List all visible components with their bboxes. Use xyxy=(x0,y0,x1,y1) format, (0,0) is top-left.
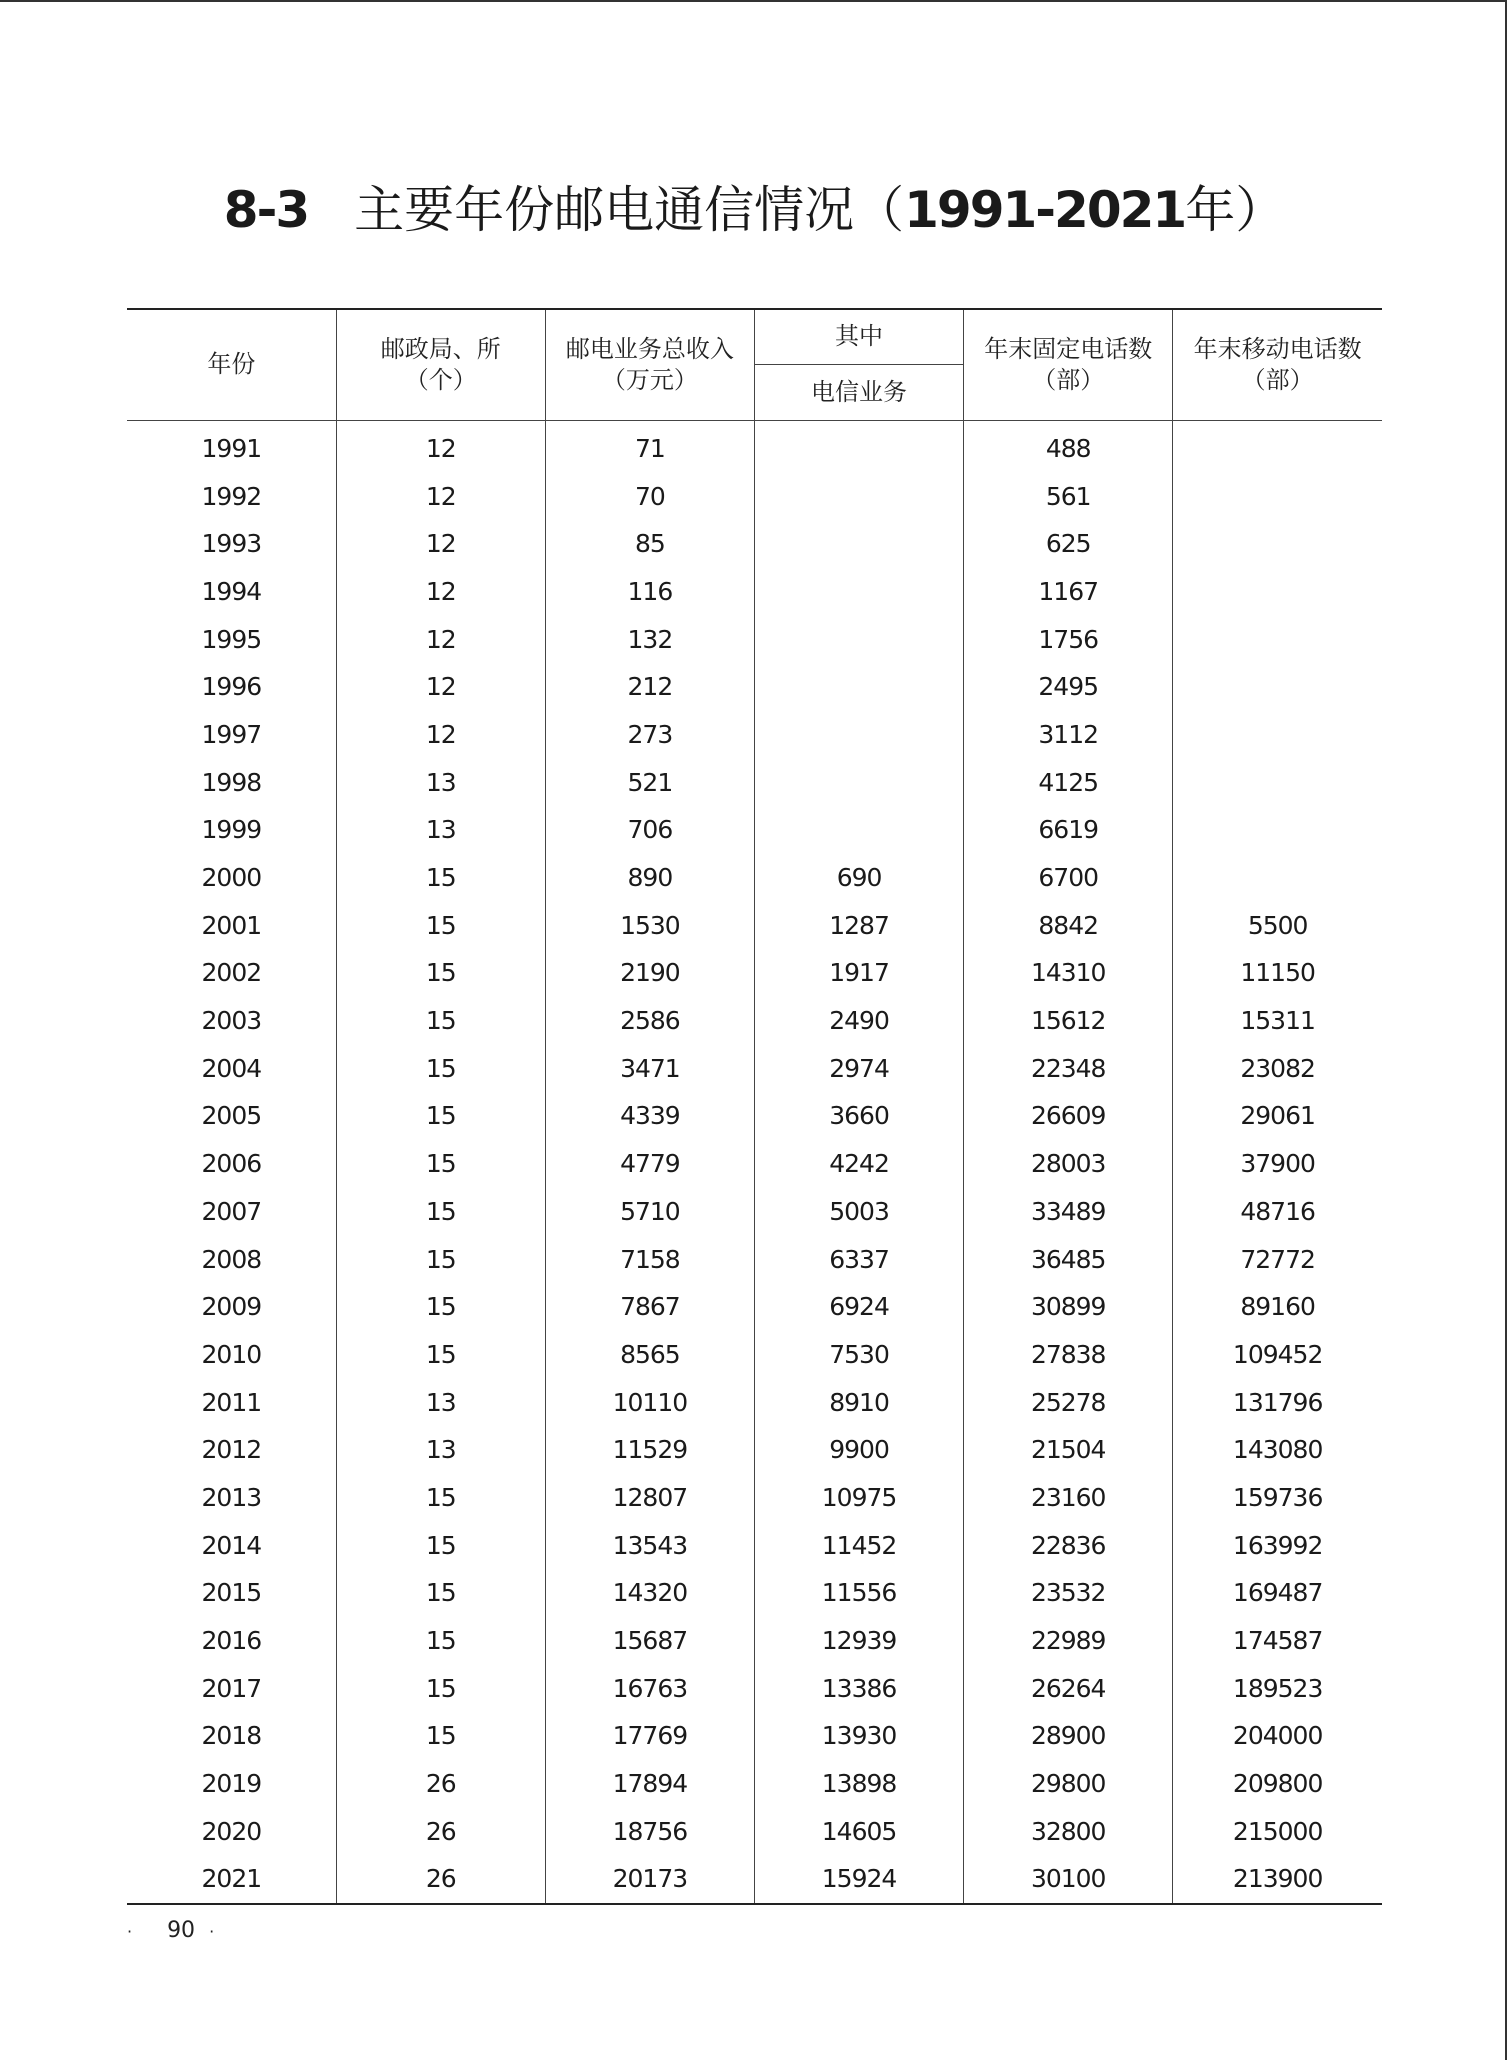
table-row xyxy=(127,1378,1382,1426)
total-revenue-cell: 15687 xyxy=(545,1617,754,1665)
title-years: 1991-2021 xyxy=(904,181,1186,239)
year-cell: 2020 xyxy=(127,1807,336,1855)
mobile-phones-cell: 15311 xyxy=(1240,1006,1315,1036)
total-revenue-cell: 14320 xyxy=(545,1569,754,1617)
year-cell: 2002 xyxy=(127,949,336,997)
fixed-phones-cell: 22989 xyxy=(964,1617,1173,1665)
post-offices-cell: 12 xyxy=(336,663,545,711)
fixed-phones-cell: 488 xyxy=(964,420,1173,472)
post-offices-cell: 15 xyxy=(336,1617,545,1665)
total-revenue-cell: 706 xyxy=(545,806,754,854)
telecom-cell: 13930 xyxy=(754,1712,963,1760)
telecom-cell: 13898 xyxy=(754,1760,963,1808)
year-cell: 1992 xyxy=(127,472,336,520)
mobile-phones-cell: 109452 xyxy=(1232,1339,1323,1369)
total-revenue-cell: 116 xyxy=(545,568,754,616)
mobile-phones-cell xyxy=(1173,420,1382,472)
post-offices-cell: 15 xyxy=(336,1331,545,1379)
year-cell: 2021 xyxy=(127,1855,336,1904)
year-cell: 2017 xyxy=(127,1664,336,1712)
post-offices-cell: 15 xyxy=(336,1474,545,1522)
mobile-phones-cell: 209800 xyxy=(1232,1769,1323,1799)
table-row xyxy=(127,1521,1382,1569)
telecom-cell: 2974 xyxy=(754,1044,963,1092)
fixed-phones-cell: 22836 xyxy=(964,1521,1173,1569)
telecom-cell: 6924 xyxy=(754,1283,963,1331)
fixed-phones-cell: 33489 xyxy=(964,1188,1173,1236)
telecom-cell: 1287 xyxy=(754,901,963,949)
fixed-phones-cell: 1756 xyxy=(964,615,1173,663)
year-cell: 1994 xyxy=(127,568,336,616)
total-revenue-cell: 11529 xyxy=(545,1426,754,1474)
table-row xyxy=(127,758,1382,806)
fixed-phones-cell: 30899 xyxy=(964,1283,1173,1331)
header-of-which: 其中 xyxy=(754,309,963,364)
table-row xyxy=(127,949,1382,997)
year-cell: 1993 xyxy=(127,520,336,568)
telecom-cell xyxy=(754,663,963,711)
mobile-phones-cell xyxy=(1173,806,1382,854)
telecom-cell: 4242 xyxy=(754,1140,963,1188)
total-revenue-cell: 17894 xyxy=(545,1760,754,1808)
mobile-phones-cell: 215000 xyxy=(1232,1816,1323,1846)
mobile-phones-cell: 213900 xyxy=(1173,1855,1382,1904)
year-cell: 2001 xyxy=(127,901,336,949)
post-offices-cell: 13 xyxy=(336,758,545,806)
telecom-cell xyxy=(754,758,963,806)
mobile-phones-cell: 11150 xyxy=(1240,958,1315,988)
mobile-phones-cell: 131796 xyxy=(1232,1387,1323,1417)
total-revenue-cell: 71 xyxy=(545,420,754,472)
telecom-cell: 6337 xyxy=(754,1235,963,1283)
telecom-cell xyxy=(754,420,963,472)
year-cell: 1999 xyxy=(127,806,336,854)
table-body xyxy=(127,420,1382,1904)
fixed-phones-cell: 27838 xyxy=(964,1331,1173,1379)
fixed-phones-cell: 4125 xyxy=(964,758,1173,806)
post-offices-cell: 13 xyxy=(336,806,545,854)
mobile-phones-cell: 37900 xyxy=(1240,1149,1315,1179)
header-year: 年份 xyxy=(127,309,336,420)
fixed-phones-cell: 2495 xyxy=(964,663,1173,711)
fixed-phones-cell: 32800 xyxy=(964,1807,1173,1855)
table-row xyxy=(127,854,1382,902)
total-revenue-cell: 1530 xyxy=(545,901,754,949)
header-fixed-phones: 年末固定电话数 （部） xyxy=(964,309,1173,420)
table-row xyxy=(127,997,1382,1045)
telecom-cell: 3660 xyxy=(754,1092,963,1140)
post-offices-cell: 15 xyxy=(336,1521,545,1569)
telecom-cell: 15924 xyxy=(754,1855,963,1904)
mobile-phones-cell: 174587 xyxy=(1232,1626,1323,1656)
page-number: · 90 · xyxy=(127,1918,215,1943)
post-offices-cell: 12 xyxy=(336,711,545,759)
year-cell: 2010 xyxy=(127,1331,336,1379)
telecom-cell: 11556 xyxy=(754,1569,963,1617)
total-revenue-cell: 212 xyxy=(545,663,754,711)
table-row xyxy=(127,520,1382,568)
total-revenue-cell: 20173 xyxy=(545,1855,754,1904)
total-revenue-cell: 3471 xyxy=(545,1044,754,1092)
mobile-phones-cell: 29061 xyxy=(1240,1101,1315,1131)
mobile-phones-cell xyxy=(1173,711,1382,759)
telecom-cell: 10975 xyxy=(754,1474,963,1522)
year-cell: 1996 xyxy=(127,663,336,711)
post-offices-cell: 15 xyxy=(336,1664,545,1712)
year-cell: 2018 xyxy=(127,1712,336,1760)
total-revenue-cell: 7867 xyxy=(545,1283,754,1331)
total-revenue-cell: 2190 xyxy=(545,949,754,997)
post-offices-cell: 15 xyxy=(336,1569,545,1617)
header-telecom: 电信业务 xyxy=(754,364,963,420)
post-offices-cell: 15 xyxy=(336,854,545,902)
table-row xyxy=(127,663,1382,711)
total-revenue-cell: 4339 xyxy=(545,1092,754,1140)
year-cell: 2012 xyxy=(127,1426,336,1474)
telecom-cell: 12939 xyxy=(754,1617,963,1665)
year-cell: 2007 xyxy=(127,1188,336,1236)
title-text: 主要年份邮电通信情况（ xyxy=(354,181,905,239)
post-offices-cell: 15 xyxy=(336,1044,545,1092)
total-revenue-cell: 521 xyxy=(545,758,754,806)
telecom-cell: 13386 xyxy=(754,1664,963,1712)
telecom-cell xyxy=(754,711,963,759)
table-row xyxy=(127,420,1382,472)
mobile-phones-cell xyxy=(1173,758,1382,806)
table-row xyxy=(127,1188,1382,1236)
year-cell: 2008 xyxy=(127,1235,336,1283)
fixed-phones-cell: 28003 xyxy=(964,1140,1173,1188)
fixed-phones-cell: 8842 xyxy=(964,901,1173,949)
post-offices-cell: 15 xyxy=(336,997,545,1045)
total-revenue-cell: 4779 xyxy=(545,1140,754,1188)
page-title xyxy=(0,178,1509,242)
post-offices-cell: 15 xyxy=(336,1235,545,1283)
table-row xyxy=(127,1092,1382,1140)
fixed-phones-cell: 14310 xyxy=(964,949,1173,997)
fixed-phones-cell: 15612 xyxy=(964,997,1173,1045)
table-row xyxy=(127,711,1382,759)
post-offices-cell: 26 xyxy=(336,1807,545,1855)
total-revenue-cell: 8565 xyxy=(545,1331,754,1379)
mobile-phones-cell: 23082 xyxy=(1240,1053,1315,1083)
mobile-phones-cell xyxy=(1173,520,1382,568)
fixed-phones-cell: 6700 xyxy=(964,854,1173,902)
table-row xyxy=(127,1140,1382,1188)
table-row xyxy=(127,472,1382,520)
year-cell: 2019 xyxy=(127,1760,336,1808)
fixed-phones-cell: 21504 xyxy=(964,1426,1173,1474)
mobile-phones-cell: 143080 xyxy=(1232,1435,1323,1465)
title-suffix: 年） xyxy=(1185,181,1286,239)
post-offices-cell: 13 xyxy=(336,1378,545,1426)
telecom-cell: 690 xyxy=(754,854,963,902)
fixed-phones-cell: 36485 xyxy=(964,1235,1173,1283)
fixed-phones-cell: 22348 xyxy=(964,1044,1173,1092)
table-row xyxy=(127,1617,1382,1665)
total-revenue-cell: 13543 xyxy=(545,1521,754,1569)
fixed-phones-cell: 25278 xyxy=(964,1378,1173,1426)
year-cell: 1997 xyxy=(127,711,336,759)
table-row xyxy=(127,806,1382,854)
table-number: 8-3 xyxy=(223,181,309,239)
post-offices-cell: 13 xyxy=(336,1426,545,1474)
mobile-phones-cell xyxy=(1173,854,1382,902)
post-offices-cell: 12 xyxy=(336,615,545,663)
total-revenue-cell: 10110 xyxy=(545,1378,754,1426)
post-offices-cell: 26 xyxy=(336,1760,545,1808)
total-revenue-cell: 16763 xyxy=(545,1664,754,1712)
table-row xyxy=(127,1474,1382,1522)
mobile-phones-cell: 89160 xyxy=(1240,1292,1315,1322)
mobile-phones-cell xyxy=(1173,615,1382,663)
fixed-phones-cell: 561 xyxy=(964,472,1173,520)
year-cell: 2009 xyxy=(127,1283,336,1331)
telecom-cell: 8910 xyxy=(754,1378,963,1426)
telecom-cell xyxy=(754,568,963,616)
year-cell: 1991 xyxy=(127,420,336,472)
post-offices-cell: 12 xyxy=(336,472,545,520)
total-revenue-cell: 85 xyxy=(545,520,754,568)
post-offices-cell: 15 xyxy=(336,949,545,997)
post-offices-cell: 12 xyxy=(336,420,545,472)
mobile-phones-cell: 169487 xyxy=(1232,1578,1323,1608)
table-row xyxy=(127,1855,1382,1904)
header-post-offices: 邮政局、所 （个） xyxy=(336,309,545,420)
year-cell: 2014 xyxy=(127,1521,336,1569)
header-mobile-phones: 年末移动电话数 （部） xyxy=(1173,309,1382,420)
table-row xyxy=(127,1235,1382,1283)
year-cell: 2013 xyxy=(127,1474,336,1522)
year-cell: 2016 xyxy=(127,1617,336,1665)
telecom-cell xyxy=(754,615,963,663)
post-offices-cell: 12 xyxy=(336,520,545,568)
total-revenue-cell: 5710 xyxy=(545,1188,754,1236)
fixed-phones-cell: 6619 xyxy=(964,806,1173,854)
total-revenue-cell: 132 xyxy=(545,615,754,663)
fixed-phones-cell: 3112 xyxy=(964,711,1173,759)
fixed-phones-cell: 29800 xyxy=(964,1760,1173,1808)
table-row xyxy=(127,1426,1382,1474)
fixed-phones-cell: 625 xyxy=(964,520,1173,568)
table-row xyxy=(127,568,1382,616)
fixed-phones-cell: 23160 xyxy=(964,1474,1173,1522)
telecom-cell xyxy=(754,472,963,520)
fixed-phones-cell: 1167 xyxy=(964,568,1173,616)
total-revenue-cell: 12807 xyxy=(545,1474,754,1522)
year-cell: 2004 xyxy=(127,1044,336,1092)
telecom-cell: 1917 xyxy=(754,949,963,997)
telecom-cell: 9900 xyxy=(754,1426,963,1474)
header-total-revenue: 邮电业务总收入 （万元） xyxy=(545,309,754,420)
post-offices-cell: 15 xyxy=(336,901,545,949)
total-revenue-cell: 17769 xyxy=(545,1712,754,1760)
fixed-phones-cell: 26264 xyxy=(964,1664,1173,1712)
telecom-cell: 7530 xyxy=(754,1331,963,1379)
year-cell: 2003 xyxy=(127,997,336,1045)
telecom-cell xyxy=(754,806,963,854)
total-revenue-cell: 890 xyxy=(545,854,754,902)
table-row xyxy=(127,1331,1382,1379)
table-row xyxy=(127,1283,1382,1331)
mobile-phones-cell: 72772 xyxy=(1240,1244,1315,1274)
year-cell: 2015 xyxy=(127,1569,336,1617)
table-row xyxy=(127,1044,1382,1092)
post-offices-cell: 15 xyxy=(336,1712,545,1760)
telecom-cell: 11452 xyxy=(754,1521,963,1569)
table-row xyxy=(127,901,1382,949)
mobile-phones-cell: 159736 xyxy=(1232,1482,1323,1512)
post-offices-cell: 15 xyxy=(336,1092,545,1140)
table-row xyxy=(127,1712,1382,1760)
total-revenue-cell: 273 xyxy=(545,711,754,759)
year-cell: 2006 xyxy=(127,1140,336,1188)
mobile-phones-cell: 5500 xyxy=(1247,910,1308,940)
fixed-phones-cell: 30100 xyxy=(964,1855,1173,1904)
post-offices-cell: 15 xyxy=(336,1140,545,1188)
mobile-phones-cell xyxy=(1173,663,1382,711)
total-revenue-cell: 7158 xyxy=(545,1235,754,1283)
data-table xyxy=(127,308,1382,1905)
mobile-phones-cell: 189523 xyxy=(1232,1673,1323,1703)
fixed-phones-cell: 26609 xyxy=(964,1092,1173,1140)
total-revenue-cell: 2586 xyxy=(545,997,754,1045)
post-offices-cell: 15 xyxy=(336,1283,545,1331)
mobile-phones-cell xyxy=(1173,568,1382,616)
post-offices-cell: 26 xyxy=(336,1855,545,1904)
year-cell: 1998 xyxy=(127,758,336,806)
fixed-phones-cell: 23532 xyxy=(964,1569,1173,1617)
table-row xyxy=(127,1807,1382,1855)
mobile-phones-cell: 163992 xyxy=(1232,1530,1323,1560)
mobile-phones-cell: 48716 xyxy=(1240,1196,1315,1226)
year-cell: 2011 xyxy=(127,1378,336,1426)
post-offices-cell: 12 xyxy=(336,568,545,616)
telecom-cell: 2490 xyxy=(754,997,963,1045)
post-offices-cell: 15 xyxy=(336,1188,545,1236)
year-cell: 2000 xyxy=(127,854,336,902)
total-revenue-cell: 70 xyxy=(545,472,754,520)
table-row xyxy=(127,1569,1382,1617)
table-row xyxy=(127,1664,1382,1712)
table-row xyxy=(127,615,1382,663)
mobile-phones-cell: 204000 xyxy=(1232,1721,1323,1751)
table-row xyxy=(127,1760,1382,1808)
table-header xyxy=(127,309,1382,420)
total-revenue-cell: 18756 xyxy=(545,1807,754,1855)
year-cell: 1995 xyxy=(127,615,336,663)
mobile-phones-cell xyxy=(1173,472,1382,520)
telecom-cell: 14605 xyxy=(754,1807,963,1855)
fixed-phones-cell: 28900 xyxy=(964,1712,1173,1760)
year-cell: 2005 xyxy=(127,1092,336,1140)
telecom-cell: 5003 xyxy=(754,1188,963,1236)
telecom-cell xyxy=(754,520,963,568)
